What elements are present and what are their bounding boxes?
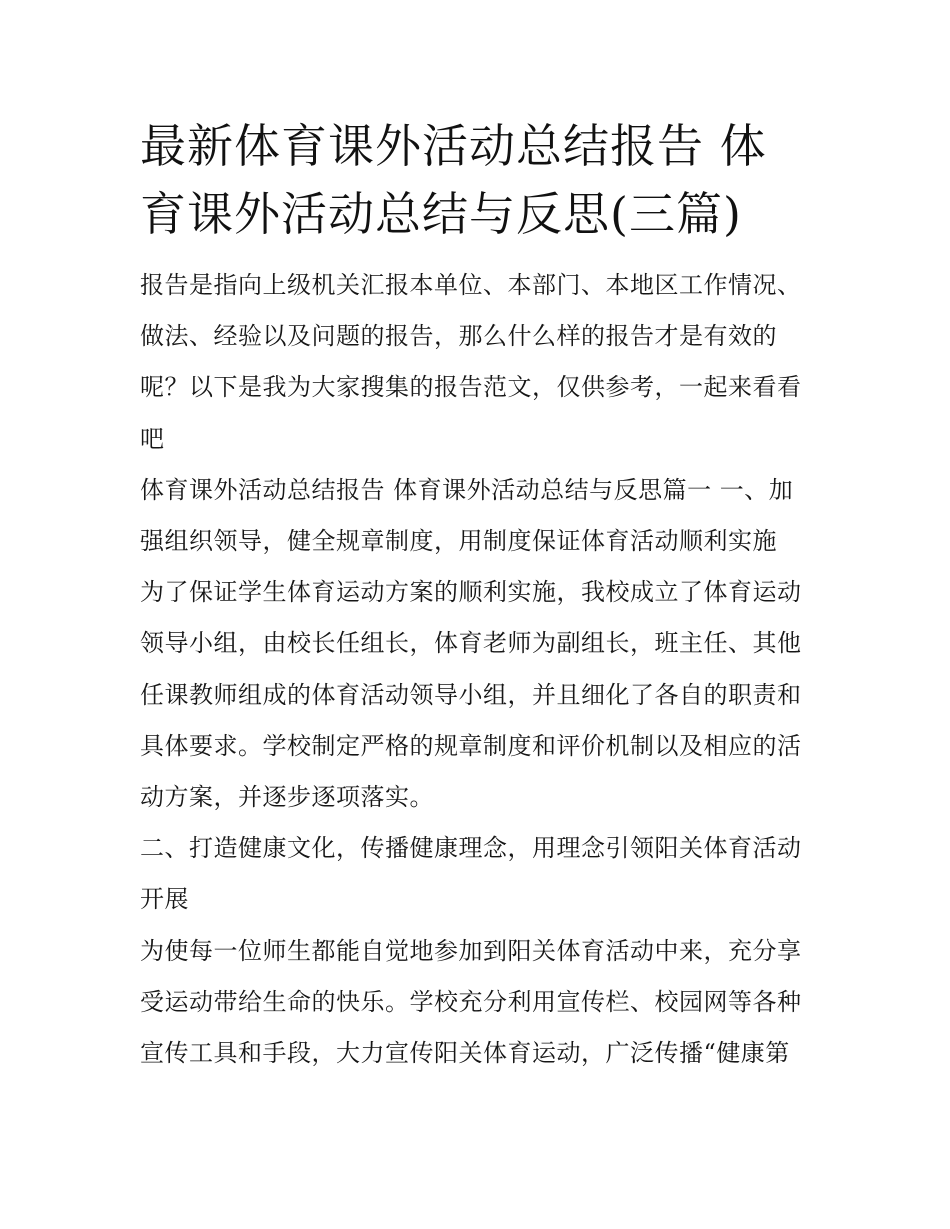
paragraph-section-one-body: 为了保证学生体育运动方案的顺利实施，我校成立了体育运动领导小组，由校长任组长，体育老师为副组长，班主任、其他任课教师组成的体育活动领导小组，并且细化了各自的职责和具体要求。学校制定严格的规章制度和评价机制以及相应的活动方案，并逐步逐项落实。 xyxy=(140,578,802,812)
paragraph-intro: 报告是指向上级机关汇报本单位、本部门、本地区工作情况、做法、经验以及问题的报告，那么什么样的报告才是有效的呢？以下是我为大家搜集的报告范文，仅供参考，一起来看看吧 xyxy=(140,271,802,453)
document-page xyxy=(140,112,812,1079)
document-title: 最新体育课外活动总结报告 体育课外活动总结与反思(三篇) xyxy=(140,119,767,241)
paragraph-section-two-heading: 二、打造健康文化，传播健康理念，用理念引领阳关体育活动开展 xyxy=(140,834,802,914)
paragraph-section-two-body: 为使每一位师生都能自觉地参加到阳关体育活动中来，充分享受运动带给生命的快乐。学校充分利用宣传栏、校园网等各种宣传工具和手段，大力宣传阳关体育运动，广泛传播“健康第 xyxy=(140,936,802,1068)
document-body xyxy=(140,260,812,1079)
paragraph-section-one-heading: 体育课外活动总结报告 体育课外活动总结与反思篇一 一、加强组织领导，健全规章制度，用制度保证体育活动顺利实施 xyxy=(140,475,794,556)
